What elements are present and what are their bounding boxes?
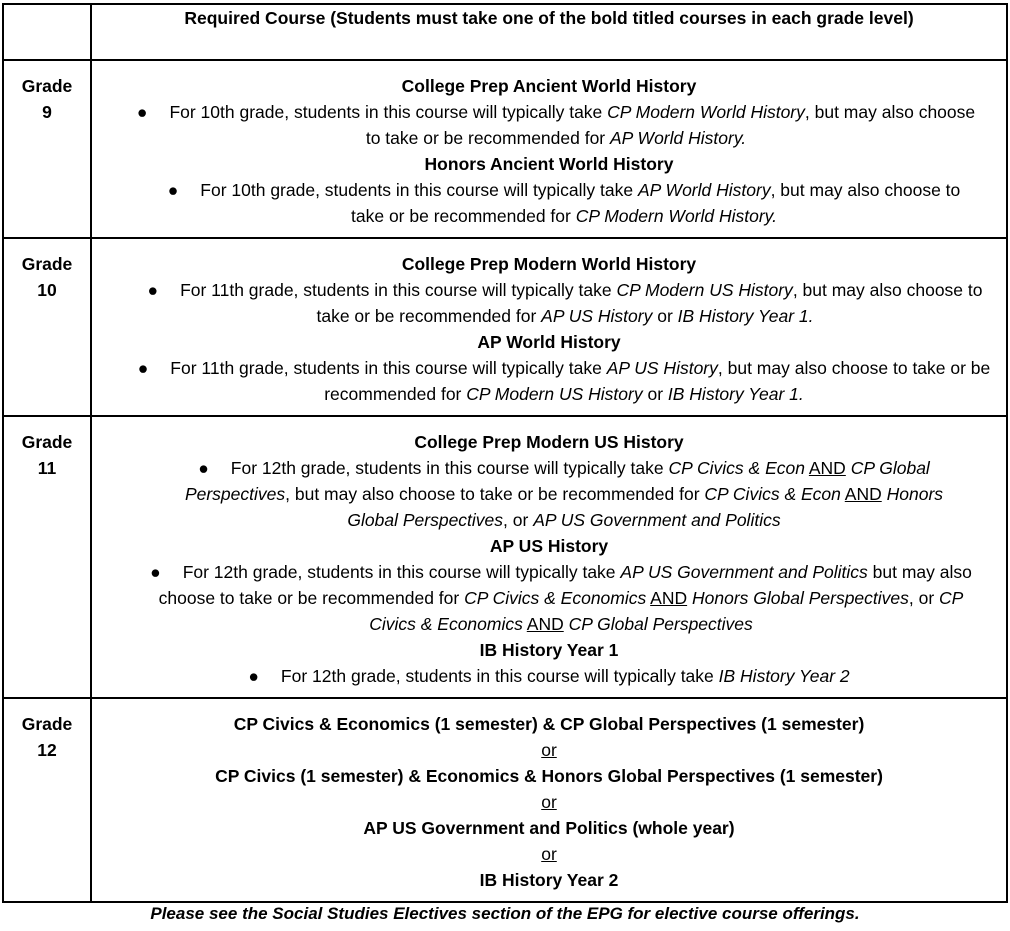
grade-label-cell bbox=[3, 416, 91, 698]
course-note: ● For 12th grade, students in this course will typically take IB History Year 2 bbox=[102, 663, 996, 689]
or-separator: or bbox=[541, 844, 557, 864]
course-option: IB History Year 2 bbox=[479, 870, 619, 890]
grade-number: 11 bbox=[37, 458, 57, 478]
grade-label-cell bbox=[3, 60, 91, 238]
course-requirements-table bbox=[2, 3, 1008, 903]
course-note: ● For 11th grade, students in this course will typically take AP US History, but may also choose to take or be recommended for CP Modern US History or IB History Year 1. bbox=[102, 355, 996, 407]
grade-number: 10 bbox=[37, 280, 57, 300]
table-row-grade-12 bbox=[3, 698, 1007, 902]
or-separator: or bbox=[541, 792, 557, 812]
course-cell bbox=[91, 698, 1007, 902]
grade-label: Grade bbox=[21, 76, 73, 96]
course-note: ● For 10th grade, students in this course will typically take AP World History, but may also choose to take or be recommended for CP Modern World History. bbox=[102, 177, 996, 229]
header-required-course: Required Course (Students must take one of the bold titled courses in each grade level) bbox=[91, 4, 1007, 60]
course-title: Honors Ancient World History bbox=[424, 154, 674, 174]
course-title: College Prep Modern US History bbox=[414, 432, 684, 452]
course-cell bbox=[91, 416, 1007, 698]
course-option: CP Civics (1 semester) & Economics & Honors Global Perspectives (1 semester) bbox=[215, 766, 883, 786]
grade-label-cell bbox=[3, 698, 91, 902]
course-note: ● For 12th grade, students in this course will typically take CP Civics & Econ AND CP Global Perspectives, but may also choose to take or be recommended for CP Civics & Econ AND Honors Global Perspectives, or AP US Government and Politics bbox=[102, 455, 996, 533]
bullet-icon: ● bbox=[150, 562, 161, 582]
course-title: College Prep Ancient World History bbox=[401, 76, 697, 96]
table-row-grade-10 bbox=[3, 238, 1007, 416]
course-cell bbox=[91, 60, 1007, 238]
grade-label: Grade bbox=[21, 714, 73, 734]
grade-label: Grade bbox=[21, 254, 73, 274]
grade-label: Grade bbox=[21, 432, 73, 452]
bullet-icon: ● bbox=[136, 102, 148, 122]
table-header-row bbox=[3, 4, 1007, 60]
course-note: ● For 11th grade, students in this course will typically take CP Modern US History, but may also choose to take or be recommended for AP US History or IB History Year 1. bbox=[102, 277, 996, 329]
course-title: AP US History bbox=[489, 536, 609, 556]
course-title: IB History Year 1 bbox=[479, 640, 619, 660]
footer-note: Please see the Social Studies Electives section of the EPG for elective course offerings. bbox=[150, 904, 860, 923]
grade-number: 12 bbox=[37, 740, 57, 760]
course-note: ● For 12th grade, students in this course will typically take AP US Government and Politics but may also choose to take or be recommended for CP Civics & Economics AND Honors Global Perspectives, or CP Civics & Economics AND CP Global Perspectives bbox=[102, 559, 996, 637]
bullet-icon: ● bbox=[248, 666, 259, 686]
course-cell bbox=[91, 238, 1007, 416]
bullet-icon: ● bbox=[198, 458, 209, 478]
header-grade-cell bbox=[3, 4, 91, 60]
course-option: CP Civics & Economics (1 semester) & CP Global Perspectives (1 semester) bbox=[233, 714, 865, 734]
bullet-icon: ● bbox=[137, 358, 149, 378]
course-title: College Prep Modern World History bbox=[401, 254, 697, 274]
or-separator: or bbox=[541, 740, 557, 760]
course-note: ● For 10th grade, students in this course will typically take CP Modern World History, but may also choose to take or be recommended for AP World History. bbox=[102, 99, 996, 151]
grade-label-cell bbox=[3, 238, 91, 416]
bullet-icon: ● bbox=[167, 180, 179, 200]
grade-number: 9 bbox=[42, 102, 52, 122]
table-row-grade-11 bbox=[3, 416, 1007, 698]
table-row-grade-9 bbox=[3, 60, 1007, 238]
bullet-icon: ● bbox=[147, 280, 159, 300]
course-option: AP US Government and Politics (whole year) bbox=[363, 818, 735, 838]
course-title: AP World History bbox=[477, 332, 621, 352]
